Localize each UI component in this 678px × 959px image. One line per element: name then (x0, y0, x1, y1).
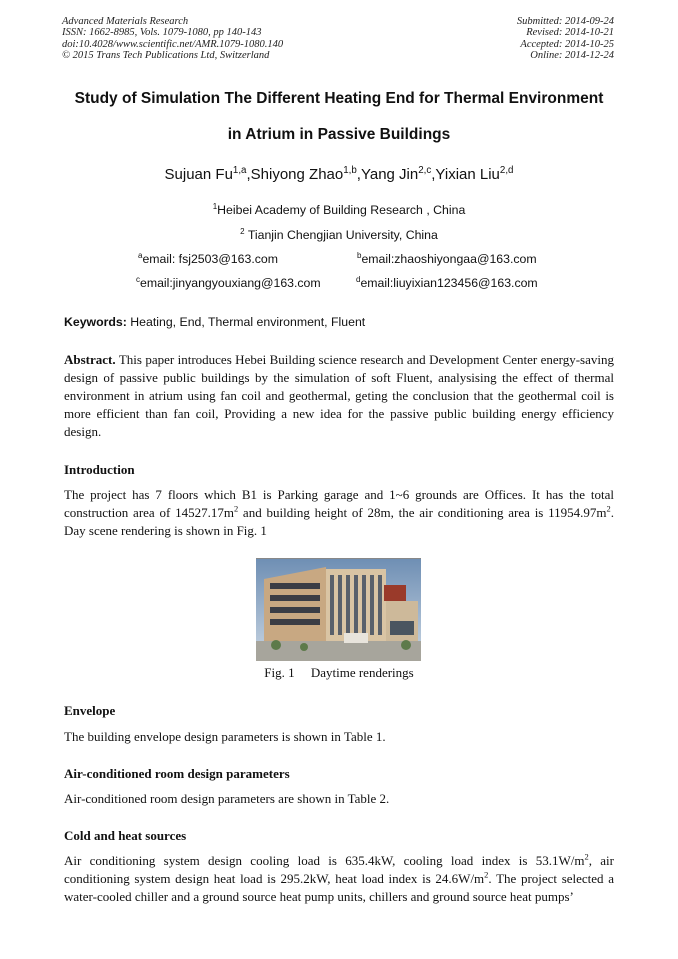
keywords-label: Keywords: (64, 315, 127, 329)
building-rendering-image (256, 559, 421, 661)
author-name: Shiyong Zhao (250, 166, 344, 183)
online-date: Online: 2014-12-24 (530, 50, 614, 62)
email-text[interactable]: email:zhaoshiyongaa@163.com (361, 252, 537, 266)
affiliation-text: Tianjin Chengjian University, China (244, 228, 438, 242)
figure-caption: Fig. 1 Daytime renderings (264, 665, 414, 680)
affiliation-sup: 1 (212, 201, 218, 211)
envelope-paragraph: The building envelope design parameters is shown in Table 1. (64, 729, 386, 744)
keywords (64, 315, 365, 329)
intro-text: . Day scene rendering is shown in Fig. 1 (64, 505, 614, 538)
submitted-date: Submitted: 2014-09-24 (516, 16, 614, 27)
cold-heat-paragraph (64, 852, 614, 906)
author-name: Yang Jin (360, 166, 419, 183)
paper-title-line-1: Study of Simulation The Different Heating End for Thermal Environment (74, 90, 604, 107)
keywords-text: Heating, End, Thermal environment, Fluent (126, 315, 366, 329)
email-sup: d (356, 274, 361, 284)
author-sup: 2,c (418, 165, 432, 176)
dates-info (517, 16, 614, 62)
email-text[interactable]: email:jinyangyouxiang@163.com (140, 276, 321, 290)
affiliation-text: Heibei Academy of Building Research , China (217, 203, 466, 217)
affiliation-2 (0, 228, 678, 242)
cold-heat-sup: 2 (484, 869, 489, 880)
aircon-heading: Air-conditioned room design parameters (64, 766, 290, 781)
author-sep: , (356, 166, 361, 183)
intro-sup: 2 (233, 503, 239, 514)
email-a[interactable] (138, 252, 278, 266)
intro-text: The project has 7 floors which B1 is Parking garage and 1~6 grounds are Offices. It has the total construction area of 14527.17m (64, 487, 614, 520)
affiliation-1 (0, 203, 678, 217)
building-rendering-figure (256, 558, 421, 661)
email-c[interactable] (136, 276, 321, 290)
cold-heat-text: , air conditioning system design heat load is 295.2kW, heat load index is 24.6W/m (64, 853, 614, 886)
email-b[interactable] (357, 252, 537, 266)
cold-heat-text: Air conditioning system design cooling load is 635.4kW, cooling load index is 53.1W/m (64, 853, 585, 868)
introduction-paragraph (64, 486, 614, 540)
email-text[interactable]: email:liuyixian123456@163.com (360, 276, 538, 290)
author-sup: 1,a (232, 165, 247, 176)
intro-sup: 2 (606, 503, 611, 514)
paper-title-line-2: in Atrium in Passive Buildings (227, 126, 451, 143)
author-sup: 1,b (343, 165, 357, 176)
doi-line: doi:10.4028/www.scientific.net/AMR.1079-1080.140 (62, 38, 284, 50)
envelope-heading: Envelope (64, 703, 116, 718)
author-sep: , (246, 166, 251, 183)
cold-heat-text: . The project selected a water-cooled chiller and a ground source heat pump units, chillers and ground source heat pumps’ (64, 871, 614, 904)
revised-date: Revised: 2014-10-21 (526, 27, 614, 39)
cold-heat-heading: Cold and heat sources (64, 828, 187, 843)
abstract-label: Abstract. (64, 352, 116, 367)
copyright-line: © 2015 Trans Tech Publications Ltd, Switzerland (62, 50, 270, 62)
journal-info (62, 16, 283, 62)
author-name: Sujuan Fu (164, 166, 233, 183)
author-sup: 2,d (499, 165, 514, 176)
cold-heat-sup: 2 (584, 851, 589, 862)
journal-name: Advanced Materials Research (62, 16, 189, 27)
email-sup: b (357, 250, 362, 260)
accepted-date: Accepted: 2014-10-25 (520, 38, 614, 50)
author-list (0, 166, 678, 183)
email-text[interactable]: email: fsj2503@163.com (142, 252, 278, 266)
aircon-paragraph: Air-conditioned room design parameters are shown in Table 2. (64, 791, 390, 806)
introduction-heading: Introduction (64, 462, 135, 477)
issn-line: ISSN: 1662-8985, Vols. 1079-1080, pp 140-143 (62, 27, 262, 39)
abstract-text: This paper introduces Hebei Building science research and Development Center energy-saving design of passive public buildings by the simulation of soft Fluent, analysising the effect of thermal environment in atrium using fan coil and geothermal, geting the conclusion that the geothermal coil is more efficient than fan coil, Providing a new idea for the passive public building energy efficiency design. (64, 352, 614, 439)
author-sep: , (431, 166, 436, 183)
email-sup: c (136, 274, 140, 284)
intro-text: and building height of 28m, the air conditioning area is 11954.97m (238, 505, 607, 520)
abstract-paragraph (64, 351, 614, 441)
email-sup: a (138, 250, 143, 260)
email-d[interactable] (356, 276, 538, 290)
author-name: Yixian Liu (435, 166, 500, 183)
affiliation-sup: 2 (240, 226, 245, 236)
